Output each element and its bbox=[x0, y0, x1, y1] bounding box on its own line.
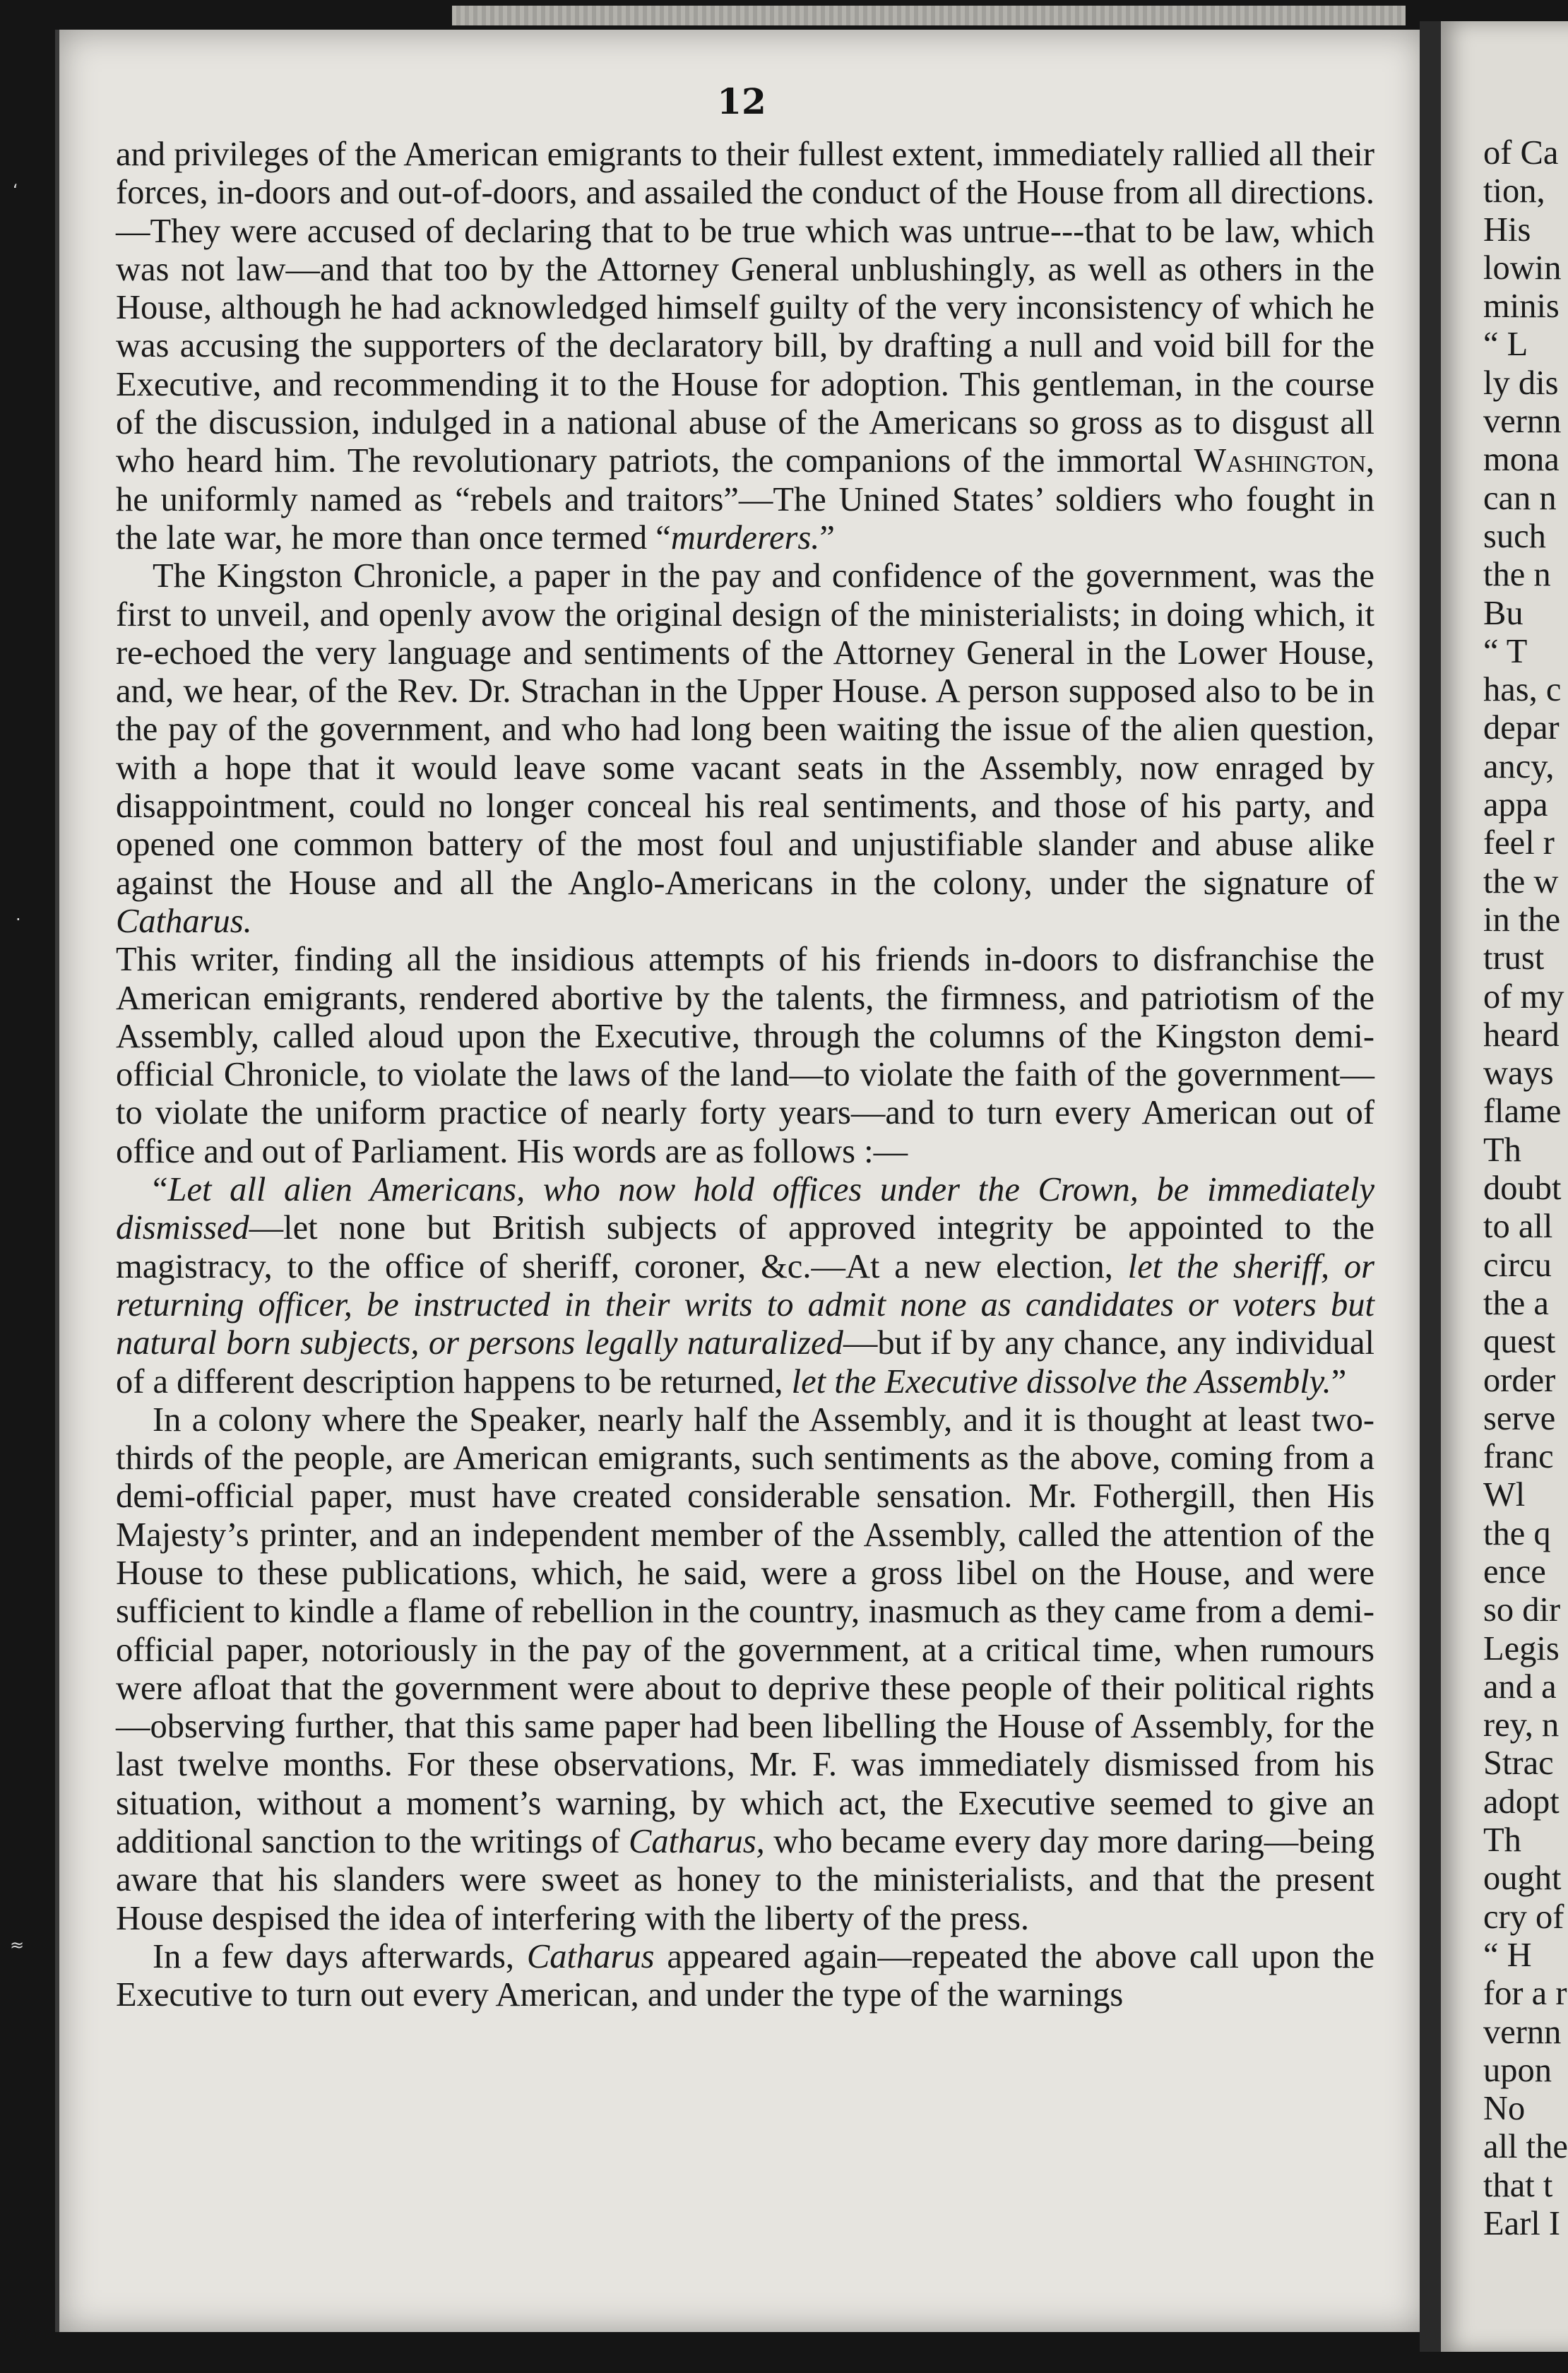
adjacent-line: such bbox=[1483, 517, 1546, 555]
adjacent-line: the w bbox=[1483, 862, 1559, 900]
paragraph-5-rest: appeared again—repeated the above call upon the Executive to turn out every American, and under the type of the warnings bbox=[116, 1937, 1375, 2014]
adjacent-line: for a r bbox=[1483, 1975, 1567, 2013]
adjacent-line: Legis bbox=[1483, 1629, 1560, 1667]
quote-roman-1: —let none but British subjects of approved integrity be appointed to the magistracy, to the office of sheriff, coroner, &c.—At a new election, bbox=[116, 1209, 1374, 1285]
adjacent-line: tion, bbox=[1483, 172, 1545, 210]
adjacent-line: ought bbox=[1483, 1860, 1562, 1898]
paragraph-4 bbox=[116, 1401, 1374, 1938]
adjacent-line: of Ca bbox=[1483, 134, 1559, 172]
paragraph-5-text: In a few days afterwards, bbox=[153, 1937, 514, 1975]
adjacent-line: in the bbox=[1483, 900, 1561, 939]
adjacent-line: has, c bbox=[1483, 671, 1562, 709]
adjacent-line: “ L bbox=[1483, 326, 1528, 364]
paragraph-1 bbox=[116, 136, 1374, 557]
block-quote bbox=[116, 1171, 1374, 1401]
adjacent-line: His bbox=[1483, 210, 1531, 249]
adjacent-line: vernn bbox=[1483, 403, 1562, 441]
adjacent-line: and a bbox=[1483, 1667, 1557, 1706]
adjacent-line: Th bbox=[1483, 1131, 1521, 1169]
adjacent-line: rey, n bbox=[1483, 1706, 1560, 1744]
adjacent-line: No bbox=[1483, 2090, 1526, 2128]
adjacent-line: that t bbox=[1483, 2166, 1553, 2204]
quote-italic-2: let the sheriff, or returning officer, be instructed in their writs to admit none as candidates or voters but natural born subjects, or persons legally naturalized bbox=[116, 1247, 1374, 1362]
paragraph-4-rest: who became every day more daring—being aware that his slanders were sweet as honey to the ministerialists, and that the present House despised the idea of interfering with the liberty of the press. bbox=[116, 1823, 1374, 1937]
adjacent-line: the n bbox=[1483, 556, 1551, 594]
adjacent-line: minis bbox=[1483, 287, 1560, 326]
adjacent-line: circu bbox=[1483, 1246, 1552, 1284]
adjacent-line: Strac bbox=[1483, 1744, 1554, 1783]
adjacent-line: all the bbox=[1483, 2128, 1568, 2166]
adjacent-line: ly dis bbox=[1483, 364, 1559, 402]
adjacent-line: ancy, bbox=[1483, 747, 1555, 785]
adjacent-line: ence bbox=[1483, 1552, 1546, 1590]
quote-roman-2: —but if by any chance, any individual of a different description happens to be returned, bbox=[116, 1324, 1374, 1400]
adjacent-line: feel r bbox=[1483, 824, 1555, 862]
body-text bbox=[116, 136, 1374, 2015]
adjacent-page-text bbox=[1483, 134, 1568, 2243]
adjacent-line: ways bbox=[1483, 1054, 1554, 1093]
paragraph-4-text: In a colony where the Speaker, nearly half the Assembly, and it is thought at least two-thirds of the people, are American emigrants, such sentiments as the above, coming from a demi-official paper, must have created considerable sensation. Mr. Fothergill, then His Majesty’s printer, and an independent member of the Assembly, called the attention of the House to these publications, which, he said, were a gross libel on the House, and were sufficient to kindle a flame of rebellion in the country, inasmuch as they came from a demi-official paper, notoriously in the pay of the government, at a critical time, when rumours were afloat that the government were about to deprive these people of their political rights—observing further, that this same paper had been libelling the House of Assembly, for the last twelve months. For these observations, Mr. F. was immediately dismissed from his situation, without a moment’s warning, by which act, the Executive seemed to give an additional sanction to the writings of bbox=[116, 1400, 1374, 1861]
paragraph-3-text: This writer, finding all the insidious attempts of his friends in-doors to disfranchise the American emigrants, rendered abortive by the talents, the firmness, and patriotism of the Assembly, called aloud upon the Executive, through the columns of the Kingston demi-official Chronicle, to violate the laws of the land—to violate the faith of the government—to violate the uniform practice of nearly forty years—and to turn every American out of office and out of Parliament. His words are as follows :— bbox=[116, 941, 1374, 1170]
adjacent-line: depar bbox=[1483, 709, 1560, 747]
edge-mark: · bbox=[16, 910, 21, 929]
adjacent-line: order bbox=[1483, 1361, 1556, 1399]
adjacent-line: “ T bbox=[1483, 632, 1528, 670]
adjacent-line: upon bbox=[1483, 2051, 1552, 2089]
adjacent-line: heard bbox=[1483, 1016, 1560, 1054]
adjacent-line: the a bbox=[1483, 1284, 1549, 1322]
name-washington: Washington, bbox=[1194, 442, 1375, 480]
adjacent-line: can n bbox=[1483, 479, 1557, 517]
paragraph-1-end: ” bbox=[819, 518, 835, 557]
paragraph-2-text: The Kingston Chronicle, a paper in the pay and confidence of the government, was the first to unveil, and openly avow the original design of the ministerialists; in doing which, it re-echoed the very language and sentiments of the Attorney General in the Lower House, and, we hear, of the Rev. Dr. Strachan in the Upper House. A person supposed also to be in the pay of the government, and who had long been waiting the issue of the alien question, with a hope that it would leave some vacant seats in the Assembly, now enraged by disappointment, could no longer conceal his real sentiments, and those of his party, and opened one common battery of the most foul and unjustifiable slander and abuse alike against the House and all the Anglo-Americans in the colony, under the signature of bbox=[116, 557, 1374, 902]
adjacent-line: Earl I bbox=[1483, 2205, 1561, 2243]
italic-murderers: murderers. bbox=[670, 518, 820, 557]
adjacent-line: Bu bbox=[1483, 594, 1524, 632]
edge-mark: ≈ bbox=[10, 1935, 25, 1955]
adjacent-line: “ H bbox=[1483, 1936, 1532, 1974]
book-gutter bbox=[1420, 21, 1441, 2352]
paragraph-3 bbox=[116, 941, 1374, 1171]
adjacent-line: flame bbox=[1483, 1093, 1562, 1131]
adjacent-line: franc bbox=[1483, 1438, 1554, 1476]
adjacent-line: to all bbox=[1483, 1208, 1553, 1246]
quote-open: “ bbox=[153, 1171, 168, 1209]
paragraph-1-text: and privileges of the American emigrants to their fullest extent, immediately rallied all their forces, in-doors and out-of-doors, and assailed the conduct of the House from all directions.—They were accused of declaring that to be true which was untrue---that to be law, which was not law—and that too by the Attorney General unblushingly, as well as others in the House, although he had acknowledged himself guilty of the very inconsistency of which he was accusing the supporters of the declaratory bill, by drafting a null and void bill for the Executive, and recommending it to the House for adoption. This gentleman, in the course of the discussion, indulged in a national abuse of the Americans so gross as to disgust all who heard him. The revolutionary patriots, the companions of the immortal bbox=[116, 136, 1374, 480]
quote-close: ” bbox=[1331, 1362, 1347, 1400]
paragraph-5 bbox=[116, 1938, 1374, 2015]
adjacent-line: quest bbox=[1483, 1323, 1556, 1361]
adjacent-line: the q bbox=[1483, 1514, 1551, 1552]
adjacent-line: so dir bbox=[1483, 1591, 1561, 1629]
adjacent-line: lowin bbox=[1483, 249, 1562, 287]
page-12 bbox=[55, 30, 1424, 2332]
paragraph-2 bbox=[116, 557, 1374, 941]
quote-italic-3: let the Executive dissolve the Assembly. bbox=[791, 1362, 1331, 1400]
adjacent-line: vernn bbox=[1483, 2013, 1562, 2051]
paragraph-1-rest: he uniformly named as “rebels and traitors”—The Unined States’ soldiers who fought in the late war, he more than once termed “ bbox=[116, 480, 1374, 557]
page-number: 12 bbox=[717, 81, 766, 122]
top-edge-strip bbox=[452, 6, 1406, 25]
adjacent-line: of my bbox=[1483, 977, 1564, 1016]
italic-catharus-2: Catharus, bbox=[629, 1823, 765, 1861]
adjacent-line: cry of bbox=[1483, 1898, 1564, 1936]
adjacent-line: Wl bbox=[1483, 1476, 1526, 1514]
edge-mark: ʻ bbox=[13, 181, 18, 201]
adjacent-line: trust bbox=[1483, 939, 1545, 977]
adjacent-line: appa bbox=[1483, 786, 1548, 824]
adjacent-line: serve bbox=[1483, 1399, 1556, 1437]
adjacent-line: mona bbox=[1483, 441, 1560, 479]
italic-catharus: Catharus. bbox=[116, 902, 252, 940]
adjacent-line: adopt bbox=[1483, 1783, 1560, 1821]
quote-italic-1: Let all alien Americans, who now hold offices under the Crown, be immediately dismissed bbox=[116, 1171, 1374, 1247]
italic-catharus-3: Catharus bbox=[526, 1937, 655, 1975]
adjacent-line: Th bbox=[1483, 1821, 1521, 1860]
adjacent-line: doubt bbox=[1483, 1170, 1562, 1208]
